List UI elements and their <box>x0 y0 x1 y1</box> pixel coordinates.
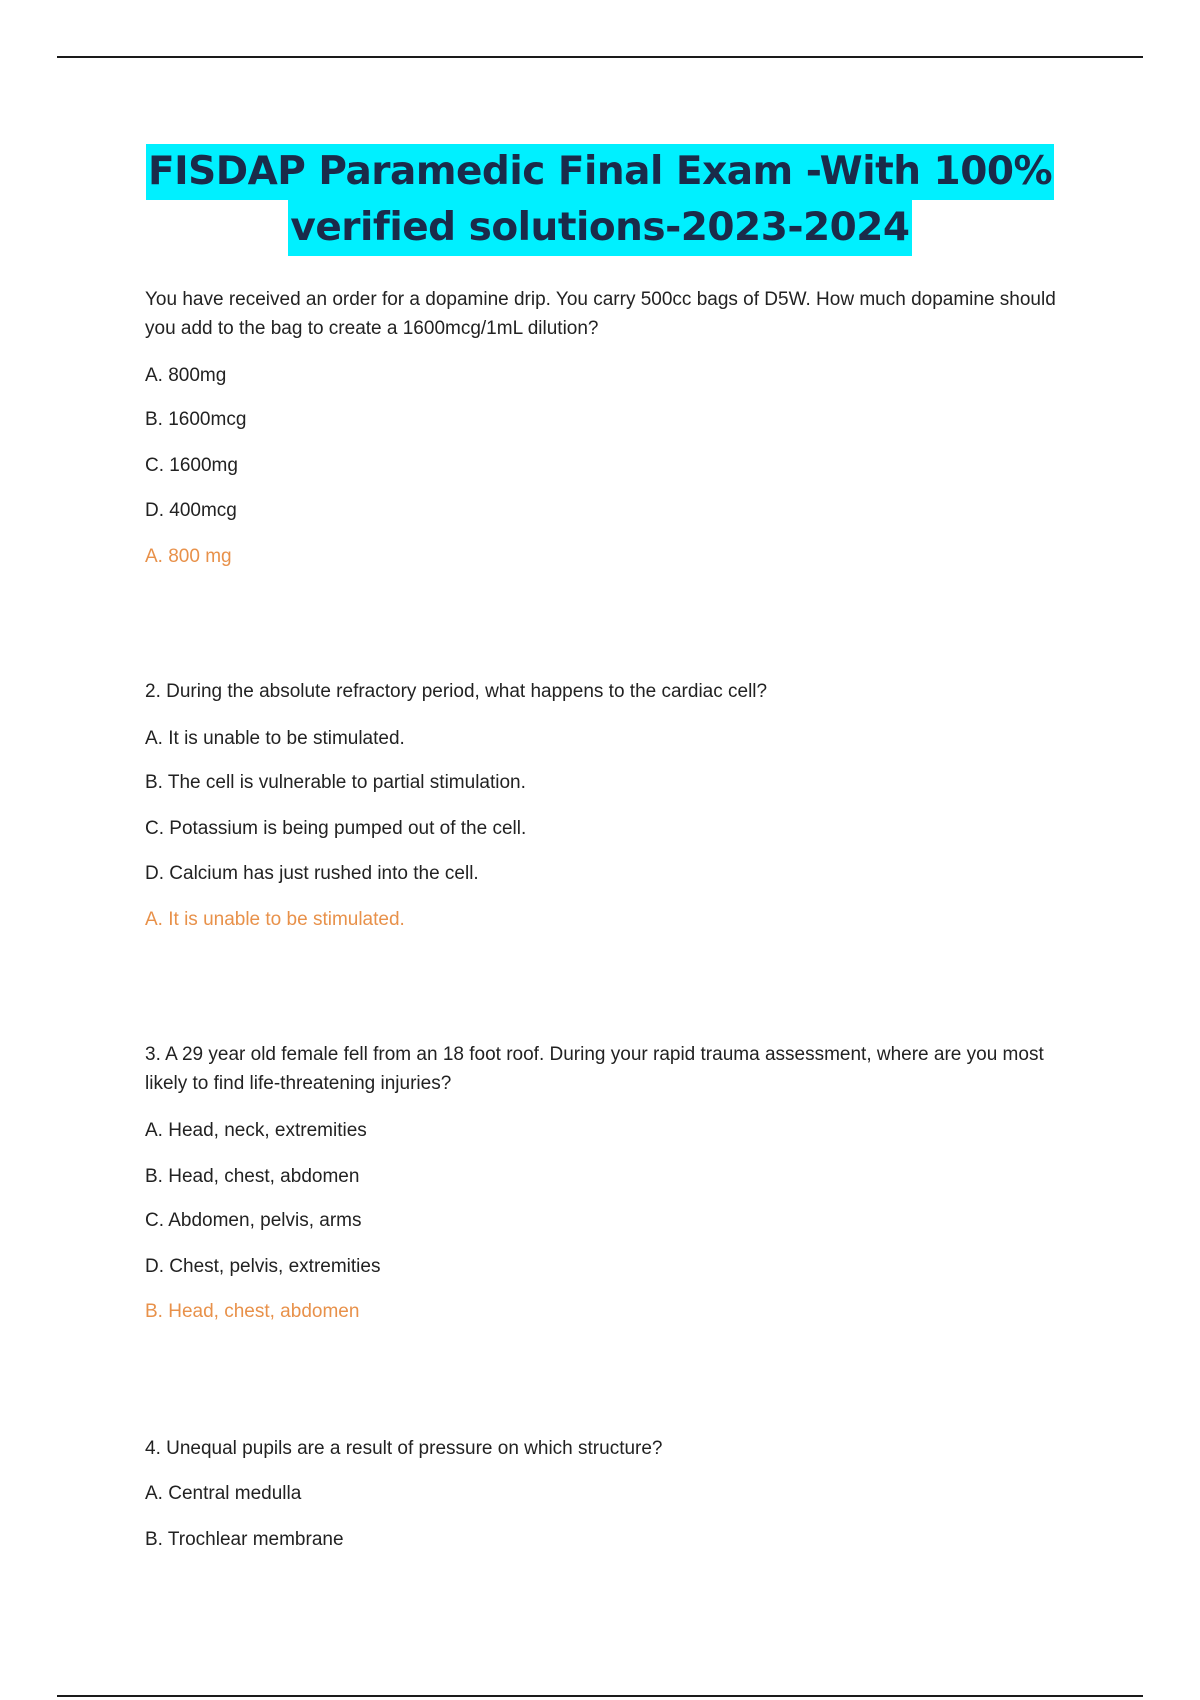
question-2-answer: A. It is unable to be stimulated. <box>145 909 405 930</box>
question-2-option-d: D. Calcium has just rushed into the cell. <box>145 863 479 884</box>
question-3-text: 3. A 29 year old female fell from an 18 foot roof. During your rapid trauma assessment, where are you most likely to find life-threatening injuries? <box>145 1044 1044 1094</box>
question-3-option-a: A. Head, neck, extremities <box>145 1120 367 1141</box>
question-3-option-c: C. Abdomen, pelvis, arms <box>145 1210 362 1231</box>
title-line-1: FISDAP Paramedic Final Exam -With 100% <box>146 144 1054 200</box>
page-title <box>0 144 1200 256</box>
question-3-option-d: D. Chest, pelvis, extremities <box>145 1256 381 1277</box>
question-1-option-a: A. 800mg <box>145 365 227 386</box>
question-1-text: You have received an order for a dopamine drip. You carry 500cc bags of D5W. How much dopamine should you add to the bag to create a 1600mcg/1mL dilution? <box>145 289 1056 339</box>
question-1-option-c: C. 1600mg <box>145 455 238 476</box>
title-line-2: verified solutions-2023-2024 <box>288 200 911 256</box>
question-4-option-a: A. Central medulla <box>145 1483 302 1504</box>
question-2-option-c: C. Potassium is being pumped out of the cell. <box>145 818 527 839</box>
question-4-option-b: B. Trochlear membrane <box>145 1529 344 1550</box>
question-1-option-b: B. 1600mcg <box>145 409 247 430</box>
top-rule <box>57 56 1143 58</box>
question-1-answer: A. 800 mg <box>145 546 232 567</box>
question-1-option-d: D. 400mcg <box>145 500 237 521</box>
question-3-option-b: B. Head, chest, abdomen <box>145 1166 360 1187</box>
bottom-rule <box>57 1695 1143 1697</box>
question-2-text: 2. During the absolute refractory period, what happens to the cardiac cell? <box>145 681 768 702</box>
question-4-text: 4. Unequal pupils are a result of pressure on which structure? <box>145 1438 663 1459</box>
question-2-option-b: B. The cell is vulnerable to partial stimulation. <box>145 772 526 793</box>
question-2-option-a: A. It is unable to be stimulated. <box>145 728 405 749</box>
question-3-answer: B. Head, chest, abdomen <box>145 1301 360 1322</box>
